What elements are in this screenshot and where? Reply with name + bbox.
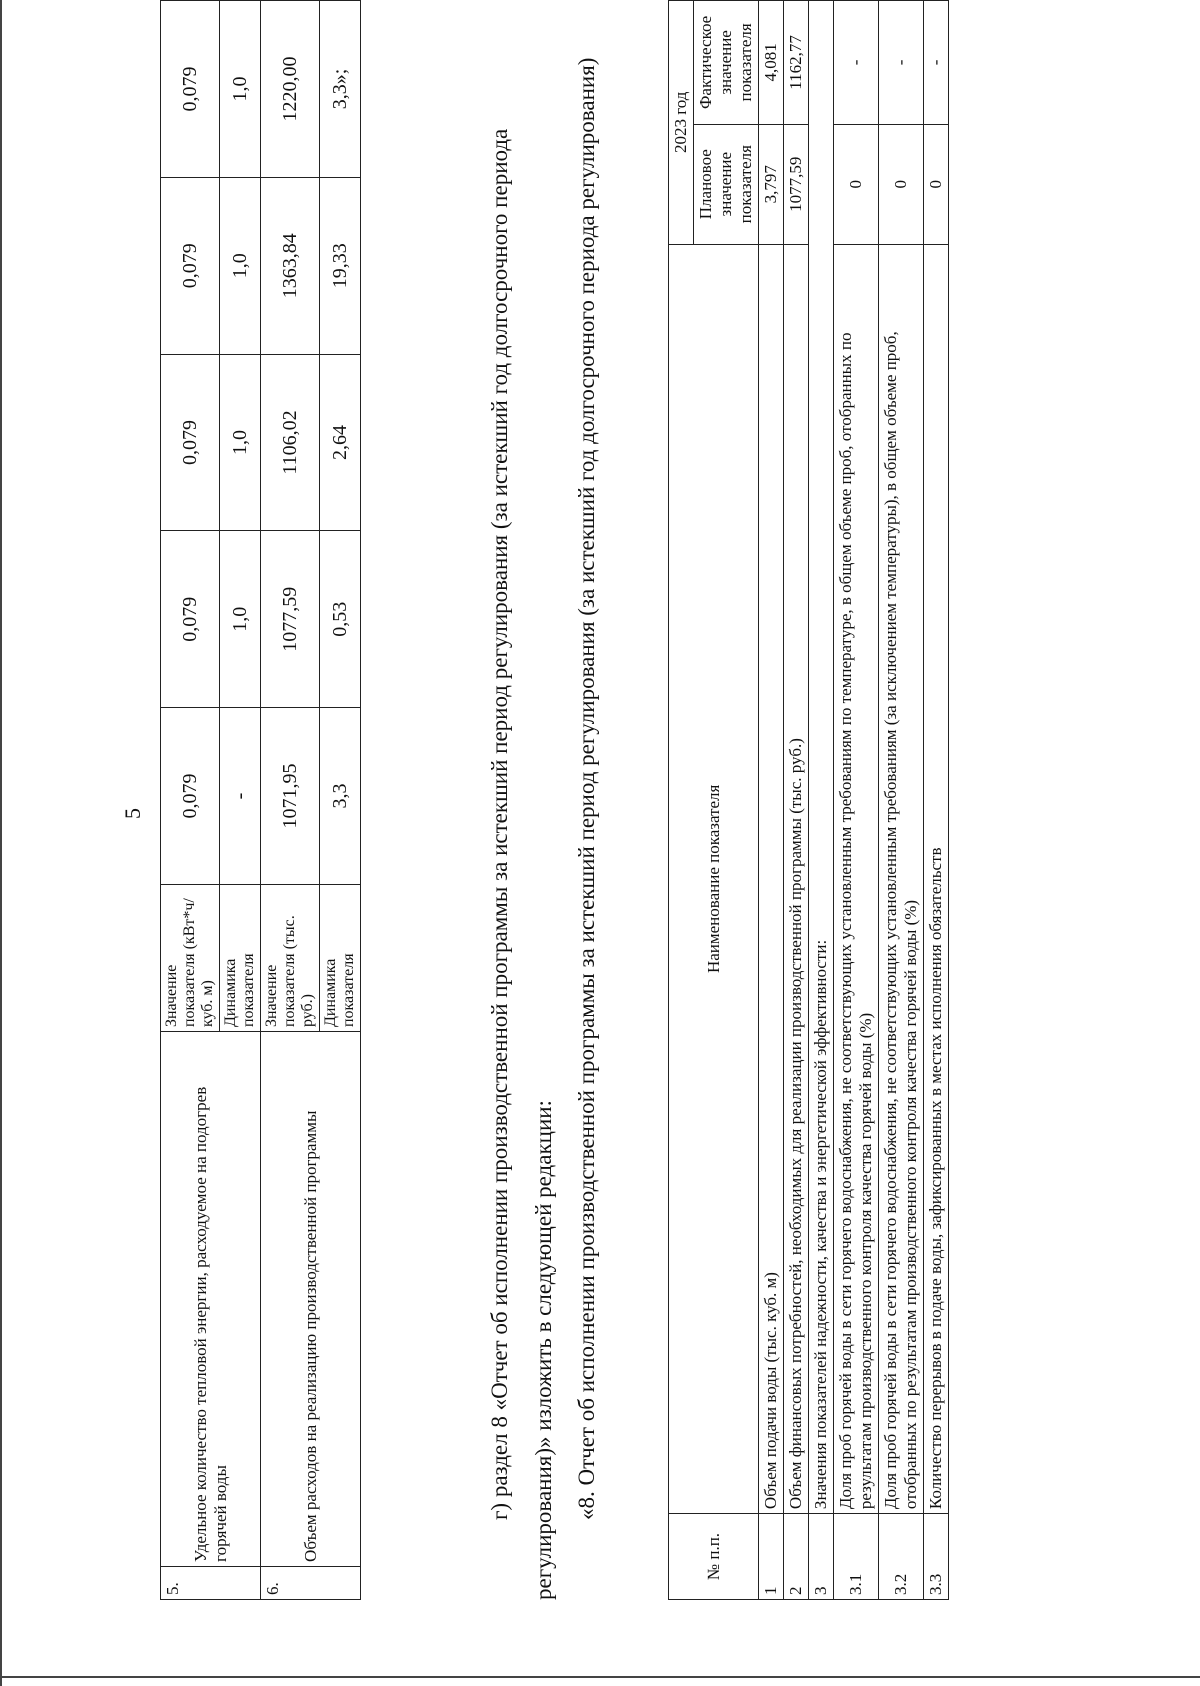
- row-number: 3: [809, 1514, 834, 1600]
- row-number: 3.2: [879, 1514, 924, 1600]
- row-number: 3.3: [924, 1514, 949, 1600]
- row-number: 3.1: [834, 1514, 879, 1600]
- header-year: 2023 год: [669, 1, 694, 245]
- table-cell: 1071,95: [261, 708, 320, 885]
- table-cell: 1363,84: [261, 177, 320, 354]
- section-name: Значения показателей надежности, качества и энергетической эффективности:: [809, 1, 834, 1514]
- sub-label: Значение показателя (тыс. руб.): [261, 884, 320, 1031]
- table-cell: -: [220, 708, 261, 885]
- table-cell: 0,079: [161, 1, 220, 178]
- table-cell: 0,079: [161, 354, 220, 531]
- page-border-left: [0, 0, 2, 1686]
- table-row: [784, 1, 809, 1600]
- plan-value: 0: [834, 124, 879, 244]
- indicators-table: [160, 0, 361, 1600]
- table-row: [879, 1, 924, 1600]
- table-cell: 1,0: [220, 354, 261, 531]
- header-fact: Фактическое значение показателя: [694, 1, 759, 125]
- table-cell: 0,079: [161, 708, 220, 885]
- table-row: [834, 1, 879, 1600]
- table-cell: 3,3: [320, 708, 361, 885]
- table-row: [759, 1, 784, 1600]
- table-cell: 0,079: [161, 177, 220, 354]
- table-cell: 0,53: [320, 531, 361, 708]
- table-header-row: [669, 1, 694, 1600]
- sub-label: Динамика показателя: [220, 884, 261, 1031]
- row-number: 2: [784, 1514, 809, 1600]
- table-cell: 1220,00: [261, 1, 320, 178]
- indicator-name: Объем расходов на реализацию производственной программы: [261, 1032, 361, 1567]
- table-row: [261, 1, 320, 1600]
- page-border-bottom: [0, 1676, 1200, 1678]
- table-cell: 0,079: [161, 531, 220, 708]
- table-cell: 1,0: [220, 177, 261, 354]
- header-name: Наименование показателя: [669, 244, 759, 1513]
- table-row: [809, 1, 834, 1600]
- report-table: [668, 0, 949, 1600]
- indicator-name: Количество перерывов в подаче воды, зафиксированных в местах исполнения обязательств: [924, 244, 949, 1513]
- fact-value: 1162,77: [784, 1, 809, 125]
- indicator-name: Доля проб горячей воды в сети горячего водоснабжения, не соответствующих установленным требованиям (за исключением температуры), в общем объеме проб, отобранных по результатам производственного контроля качества горячей воды (%): [879, 244, 924, 1513]
- amendment-paragraph: г) раздел 8 «Отчет об исполнении производственной программы за истекший период регулирования (за истекший год долгосрочного периода регулирования)» изложить в следующей редакции:: [487, 128, 556, 1600]
- indicator-name: Доля проб горячей воды в сети горячего водоснабжения, не соответствующих установленным требованиям по температуре, в общем объеме проб, отобранных по результатам производственного контроля качества горячей воды (%): [834, 244, 879, 1513]
- header-number: № п.п.: [669, 1514, 759, 1600]
- fact-value: -: [879, 1, 924, 125]
- row-number: 6.: [261, 1566, 361, 1599]
- fact-value: 4,081: [759, 1, 784, 125]
- indicator-name: Удельное количество тепловой энергии, расходуемое на подогрев горячей воды: [161, 1032, 261, 1567]
- table-cell: 19,33: [320, 177, 361, 354]
- table-cell: 1,0: [220, 1, 261, 178]
- plan-value: 1077,59: [784, 124, 809, 244]
- sub-label: Динамика показателя: [320, 884, 361, 1031]
- table-row: [161, 1, 220, 1600]
- page-number: 5: [120, 808, 145, 819]
- sub-label: Значение показателя (кВт*ч/куб. м): [161, 884, 220, 1031]
- row-number: 5.: [161, 1566, 261, 1599]
- row-number: 1: [759, 1514, 784, 1600]
- plan-value: 0: [879, 124, 924, 244]
- plan-value: 3,797: [759, 124, 784, 244]
- table-cell: 1106,02: [261, 354, 320, 531]
- plan-value: 0: [924, 124, 949, 244]
- table-cell: 1077,59: [261, 531, 320, 708]
- section-heading: «8. Отчет об исполнении производственной программы за истекший период регулирования (за истекший год долгосрочного периода регулирования): [574, 57, 599, 1520]
- table-cell: 2,64: [320, 354, 361, 531]
- fact-value: -: [924, 1, 949, 125]
- rotated-page-content: [80, 0, 1120, 1600]
- table-row: [924, 1, 949, 1600]
- table-cell: 3,3»;: [320, 1, 361, 178]
- indicator-name: Объем подачи воды (тыс. куб. м): [759, 244, 784, 1513]
- header-plan: Плановое значение показателя: [694, 124, 759, 244]
- fact-value: -: [834, 1, 879, 125]
- indicator-name: Объем финансовых потребностей, необходимых для реализации производственной программы (тыс. руб.): [784, 244, 809, 1513]
- table-cell: 1,0: [220, 531, 261, 708]
